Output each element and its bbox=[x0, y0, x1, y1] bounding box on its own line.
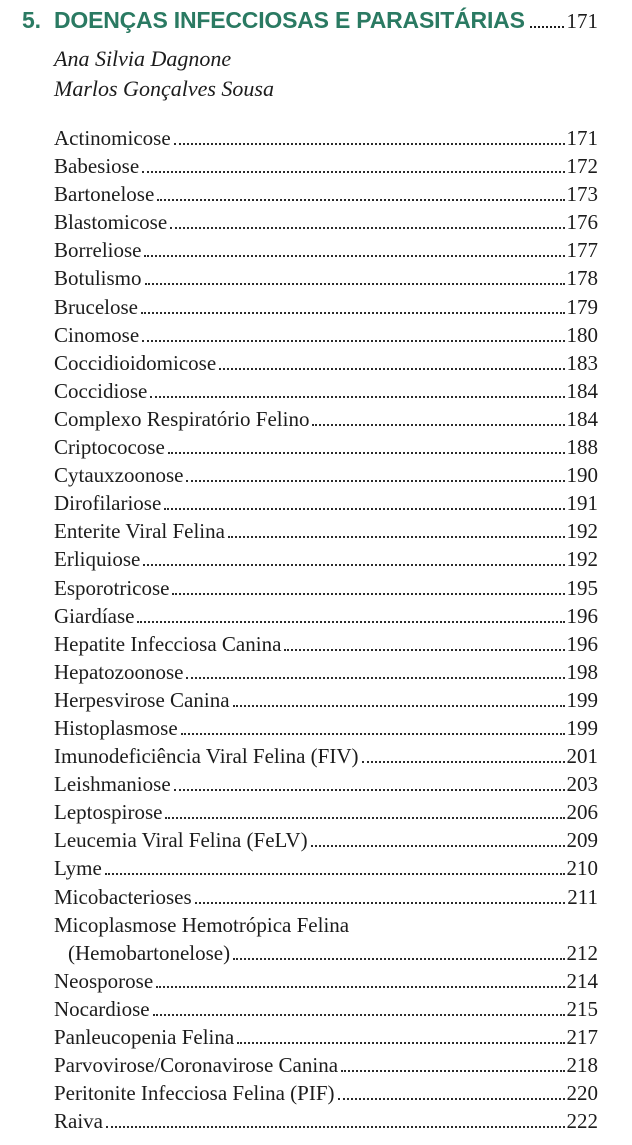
toc-entry[interactable] bbox=[54, 658, 598, 686]
toc-entry-page: 190 bbox=[566, 463, 598, 488]
toc-entry-title: Cinomose bbox=[54, 322, 140, 347]
toc-entry[interactable] bbox=[54, 1051, 598, 1079]
toc-entry-page: 183 bbox=[566, 350, 598, 375]
toc-entry[interactable] bbox=[54, 152, 598, 180]
toc-entry[interactable] bbox=[54, 433, 598, 461]
toc-entry-page: 199 bbox=[566, 687, 598, 712]
dot-leader bbox=[233, 705, 565, 707]
dot-leader bbox=[186, 677, 564, 679]
toc-entry-page: 192 bbox=[566, 547, 598, 572]
dot-leader bbox=[228, 536, 565, 538]
toc-entry[interactable] bbox=[54, 124, 598, 152]
toc-entry-page: 172 bbox=[566, 154, 598, 179]
dot-leader bbox=[142, 340, 564, 342]
toc-entry-title: Micoplasmose Hemotrópica Felina bbox=[54, 912, 350, 937]
toc-entry[interactable] bbox=[54, 1023, 598, 1051]
toc-entry-page: 209 bbox=[566, 828, 598, 853]
author-list bbox=[54, 44, 274, 104]
toc-entry-page: 180 bbox=[566, 322, 598, 347]
toc-entry-title: Leucemia Viral Felina (FeLV) bbox=[54, 828, 308, 853]
toc-entry-page: 201 bbox=[566, 744, 598, 769]
chapter-page-number: 171 bbox=[566, 9, 598, 33]
toc-entry-page: 184 bbox=[566, 406, 598, 431]
toc-entry-page: 218 bbox=[566, 1053, 598, 1078]
toc-entry[interactable] bbox=[54, 770, 598, 798]
dot-leader bbox=[362, 761, 565, 763]
toc-entry-title: Hepatozoonose bbox=[54, 659, 184, 684]
dot-leader bbox=[142, 171, 564, 173]
toc-entry-page: 212 bbox=[566, 940, 598, 965]
dot-leader bbox=[174, 143, 565, 145]
toc-entry[interactable] bbox=[54, 405, 598, 433]
dot-leader bbox=[144, 255, 564, 257]
toc-entry-page: 210 bbox=[566, 856, 598, 881]
toc-entry[interactable] bbox=[54, 995, 598, 1023]
dot-leader bbox=[233, 958, 564, 960]
dot-leader bbox=[150, 396, 564, 398]
dot-leader bbox=[143, 564, 564, 566]
toc-entry[interactable] bbox=[54, 967, 598, 995]
toc-entry[interactable] bbox=[54, 883, 598, 911]
dot-leader bbox=[312, 424, 564, 426]
chapter-title: DOENÇAS INFECCIOSAS E PARASITÁRIAS bbox=[54, 7, 525, 33]
toc-entry[interactable] bbox=[54, 545, 598, 573]
dot-leader bbox=[153, 1014, 565, 1016]
dot-leader bbox=[341, 1070, 564, 1072]
toc-entry-title: Nocardiose bbox=[54, 996, 150, 1021]
toc-entry[interactable] bbox=[54, 574, 598, 602]
toc-entry-title: Dirofilariose bbox=[54, 491, 162, 516]
dot-leader bbox=[170, 227, 564, 229]
toc-entry[interactable] bbox=[54, 461, 598, 489]
toc-entry-page: 220 bbox=[566, 1081, 598, 1106]
toc-entry-title: Actinomicose bbox=[54, 126, 171, 150]
toc-entry-title: Botulismo bbox=[54, 266, 142, 291]
toc-entry-page: 203 bbox=[566, 772, 598, 797]
toc-entry[interactable] bbox=[54, 939, 598, 967]
toc-entry[interactable] bbox=[54, 742, 598, 770]
toc-entry[interactable] bbox=[54, 798, 598, 826]
toc-entry-title: Panleucopenia Felina bbox=[54, 1025, 235, 1049]
toc-entry-page: 192 bbox=[566, 519, 598, 544]
toc-entry[interactable] bbox=[54, 264, 598, 292]
toc-entry-title: Criptococose bbox=[54, 435, 165, 460]
dot-leader bbox=[195, 902, 566, 904]
dot-leader bbox=[237, 1042, 564, 1044]
dot-leader bbox=[530, 25, 564, 28]
toc-entry[interactable] bbox=[54, 489, 598, 517]
chapter-heading bbox=[22, 7, 598, 39]
dot-leader bbox=[172, 593, 564, 595]
toc-entry-title: Imunodeficiência Viral Felina (FIV) bbox=[54, 744, 359, 769]
toc-entry-title: Giardíase bbox=[54, 603, 135, 628]
dot-leader bbox=[174, 789, 565, 791]
toc-entry-title: Brucelose bbox=[54, 294, 138, 319]
dot-leader bbox=[164, 508, 564, 510]
toc-entry-title: Parvovirose/Coronavirose Canina bbox=[54, 1053, 339, 1078]
toc-entry-page: 179 bbox=[566, 294, 598, 319]
dot-leader bbox=[141, 312, 565, 314]
toc-entry-page: 195 bbox=[566, 575, 598, 600]
toc-entry-title: Enterite Viral Felina bbox=[54, 519, 225, 544]
toc-entry-title: (Hemobartonelose) bbox=[68, 940, 231, 965]
toc-entry-title: Cytauxzoonose bbox=[54, 463, 184, 488]
dot-leader bbox=[145, 283, 565, 285]
toc-entry-title: Esporotricose bbox=[54, 575, 170, 600]
author-name: Ana Silvia Dagnone bbox=[54, 46, 232, 71]
dot-leader bbox=[106, 1126, 565, 1128]
toc-entry[interactable] bbox=[54, 517, 598, 545]
toc-entry-title: Borreliose bbox=[54, 238, 142, 263]
toc-entry-page: 196 bbox=[566, 631, 598, 656]
toc-entry-page: 176 bbox=[566, 210, 598, 235]
toc-entry-title: Neosporose bbox=[54, 968, 154, 993]
toc-entry-page: 211 bbox=[567, 884, 598, 909]
toc-entry-title: Hepatite Infecciosa Canina bbox=[54, 631, 282, 656]
toc-entry-page: 171 bbox=[566, 126, 598, 150]
toc-entry-page: 222 bbox=[566, 1109, 598, 1134]
toc-entry[interactable] bbox=[54, 293, 598, 321]
dot-leader bbox=[137, 621, 564, 623]
toc-entry-title: Peritonite Infecciosa Felina (PIF) bbox=[54, 1081, 335, 1106]
toc-entry-title: Coccidiose bbox=[54, 378, 148, 403]
dot-leader bbox=[284, 649, 564, 651]
toc-entry[interactable] bbox=[54, 180, 598, 208]
toc-entry[interactable] bbox=[54, 826, 598, 854]
toc-entry[interactable] bbox=[54, 714, 598, 742]
toc-entry-page: 191 bbox=[566, 491, 598, 516]
dot-leader bbox=[105, 873, 565, 875]
dot-leader bbox=[156, 986, 564, 988]
author-name: Marlos Gonçalves Sousa bbox=[54, 76, 274, 101]
toc-entry[interactable] bbox=[54, 377, 598, 405]
toc-entry[interactable] bbox=[54, 911, 598, 939]
toc-entry[interactable] bbox=[54, 630, 598, 658]
toc-entry-page: 188 bbox=[566, 435, 598, 460]
toc-entry-title: Histoplasmose bbox=[54, 715, 178, 740]
toc-entry-title: Raiva bbox=[54, 1109, 103, 1134]
toc-entry-page: 214 bbox=[566, 968, 598, 993]
toc-entry-title: Coccidioidomicose bbox=[54, 350, 217, 375]
toc-entry-page: 215 bbox=[566, 996, 598, 1021]
toc-entry-title: Leptospirose bbox=[54, 800, 163, 825]
toc-entry[interactable] bbox=[54, 1079, 598, 1107]
toc-entry-title: Blastomicose bbox=[54, 210, 168, 235]
toc-entry-page: 206 bbox=[566, 800, 598, 825]
toc-entry-title: Lyme bbox=[54, 856, 102, 881]
toc-entry-title: Herpesvirose Canina bbox=[54, 687, 230, 712]
toc-entry-page: 178 bbox=[566, 266, 598, 291]
toc-entry[interactable] bbox=[54, 686, 598, 714]
toc-entry-title: Bartonelose bbox=[54, 182, 155, 207]
toc-entry-page: 173 bbox=[566, 182, 598, 207]
toc-entry-page: 217 bbox=[566, 1025, 598, 1049]
toc-entry-page: 199 bbox=[566, 715, 598, 740]
toc-entry-page: 184 bbox=[566, 378, 598, 403]
toc-entry[interactable] bbox=[54, 1107, 598, 1135]
dot-leader bbox=[168, 452, 565, 454]
toc-entry-page: 196 bbox=[566, 603, 598, 628]
toc-entry[interactable] bbox=[54, 208, 598, 236]
toc-entry-title: Leishmaniose bbox=[54, 772, 171, 797]
toc-entry-title: Complexo Respiratório Felino bbox=[54, 406, 310, 431]
toc-entry[interactable] bbox=[54, 349, 598, 377]
toc-entry-title: Babesiose bbox=[54, 154, 140, 179]
dot-leader bbox=[181, 733, 565, 735]
dot-leader bbox=[219, 368, 564, 370]
dot-leader bbox=[311, 845, 565, 847]
toc-entry[interactable] bbox=[54, 854, 598, 882]
toc-entry[interactable] bbox=[54, 236, 598, 264]
toc-entry[interactable] bbox=[54, 602, 598, 630]
toc-entry-page: 177 bbox=[566, 238, 598, 263]
dot-leader bbox=[186, 480, 564, 482]
toc-entry-title: Micobacterioses bbox=[54, 884, 192, 909]
toc-entry-page: 198 bbox=[566, 659, 598, 684]
toc-entry[interactable] bbox=[54, 321, 598, 349]
dot-leader bbox=[165, 817, 564, 819]
chapter-number: 5. bbox=[22, 7, 41, 33]
toc-entry-title: Erliquiose bbox=[54, 547, 141, 572]
dot-leader bbox=[157, 199, 564, 201]
dot-leader bbox=[338, 1098, 565, 1100]
toc-entry-list bbox=[54, 124, 598, 1135]
